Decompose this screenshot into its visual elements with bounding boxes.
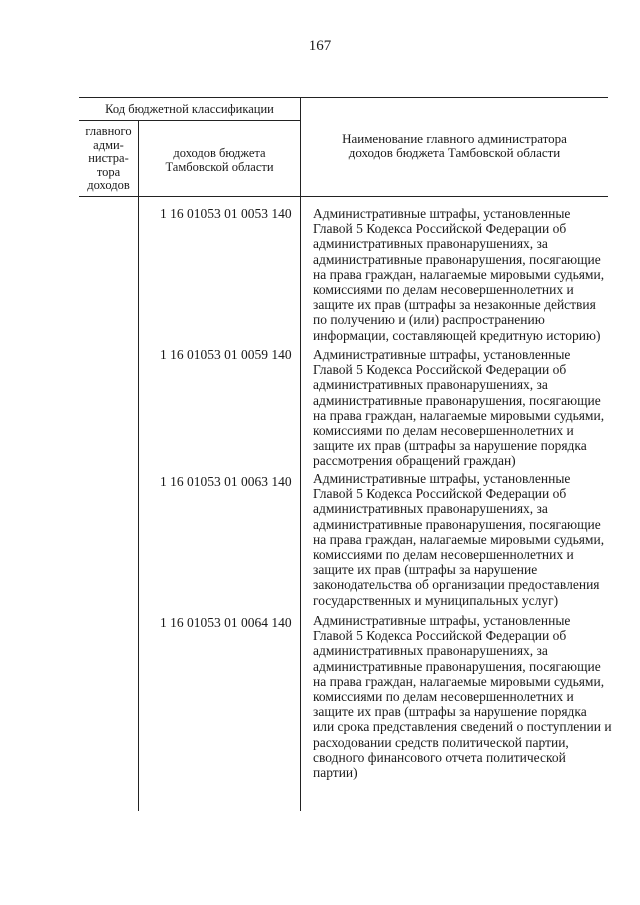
row-description: Административные штрафы, установленные Главой 5 Кодекса Российской Федерации об административных правонарушениях, за административные правонарушения, посягающие на права граждан, налагаемые мировыми судьями, комиссиями по делам несовершеннолетних и защите их прав (штрафы за нарушение порядка или срока представления сведений о поступлении и расходовании средств политической партии, сводного финансового отчета политической партии) — [313, 613, 612, 781]
header-administrator-column: главного адми- нистра- тора доходов — [85, 124, 132, 192]
header-name-column: Наименование главного администратора доходов бюджета Тамбовской области — [342, 131, 567, 160]
row-description: Административные штрафы, установленные Главой 5 Кодекса Российской Федерации об административных правонарушениях, за административные правонарушения, посягающие на права граждан, налагаемые мировыми судьями, комиссиями по делам несовершеннолетних и защите их прав (штрафы за незаконные действия по получению и (или) распространению информации, составляющей кредитную историю) — [313, 206, 605, 343]
row-description: Административные штрафы, установленные Главой 5 Кодекса Российской Федерации об административных правонарушениях, за административные правонарушения, посягающие на права граждан, налагаемые мировыми судьями, комиссиями по делам несовершеннолетних и защите их прав (штрафы за нарушение порядка рассмотрения обращений граждан) — [313, 347, 605, 469]
budget-code: 1 16 01053 01 0064 140 — [160, 615, 292, 630]
budget-code: 1 16 01053 01 0053 140 — [160, 206, 292, 221]
table-top-border — [79, 97, 608, 98]
group-header-underline — [79, 120, 300, 121]
budget-code: 1 16 01053 01 0063 140 — [160, 474, 292, 489]
column-divider-2 — [300, 97, 301, 811]
group-header-title: Код бюджетной классификации — [105, 102, 274, 116]
page-number: 167 — [308, 38, 332, 54]
row-description: Административные штрафы, установленные Главой 5 Кодекса Российской Федерации об административных правонарушениях, за административные правонарушения, посягающие на права граждан, налагаемые мировыми судьями, комиссиями по делам несовершеннолетних и защите их прав (штрафы за нарушение законодательства об организации предоставления государственных и муниципальных услуг) — [313, 471, 605, 608]
column-divider-1 — [138, 121, 139, 811]
header-bottom-border — [79, 196, 608, 197]
header-revenue-column: доходов бюджета Тамбовской области — [165, 146, 274, 174]
budget-code: 1 16 01053 01 0059 140 — [160, 347, 292, 362]
